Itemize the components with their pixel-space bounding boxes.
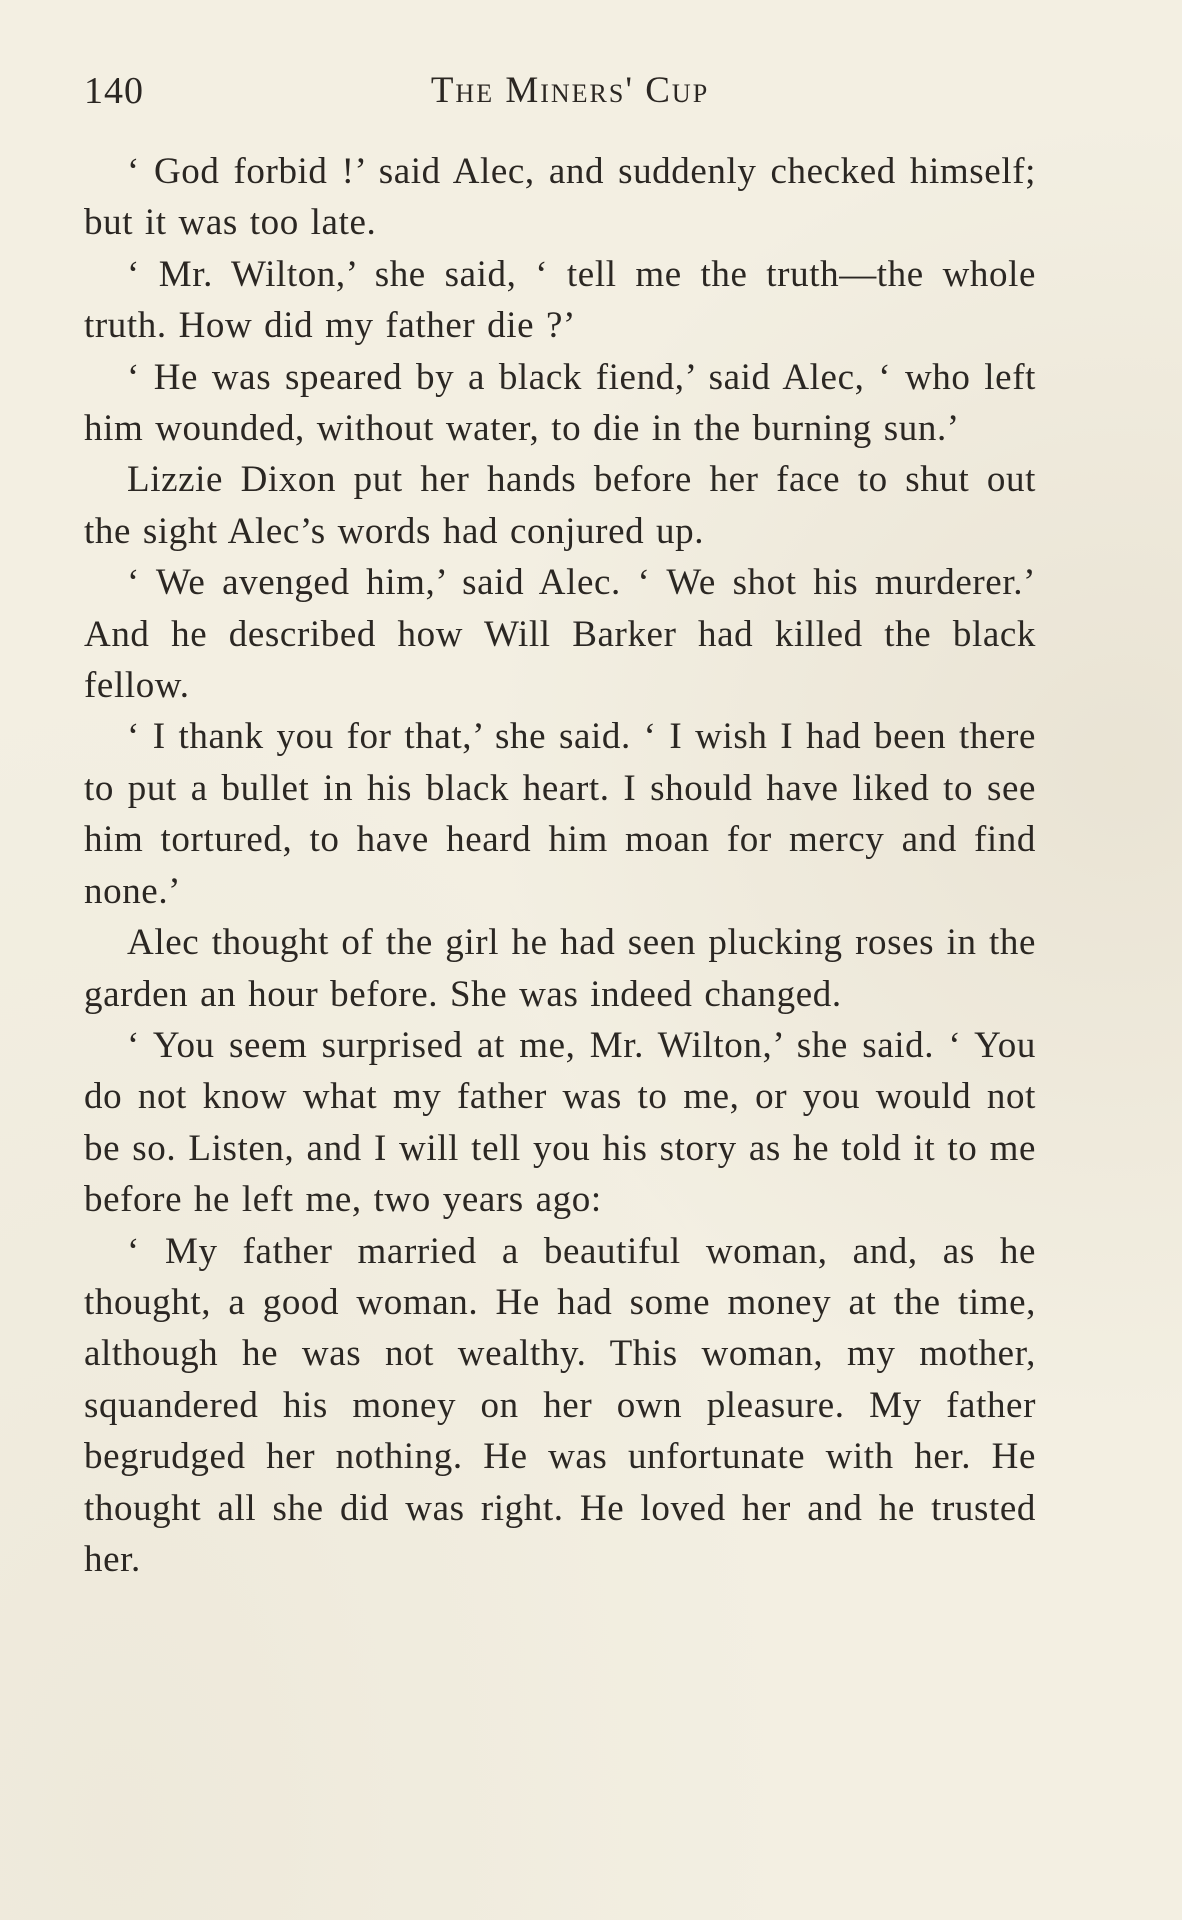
- paragraph: ‘ My father married a beautiful woman, and, as he thought, a good woman. He had some money at the time, although he was not wealthy. This woman, my mother, squandered his money on her own pleasure. My father begrudged her nothing. He was unfortunate with her. He thought all she did was right. He loved her and he trusted her.: [84, 1230, 1036, 1580]
- page-header: [84, 66, 1036, 116]
- paragraph: Lizzie Dixon put her hands before her face to shut out the sight Alec’s words had conjured up.: [84, 459, 1036, 552]
- paragraph: Alec thought of the girl he had seen plucking roses in the garden an hour before. She was indeed changed.: [84, 922, 1036, 1015]
- paragraph: ‘ Mr. Wilton,’ she said, ‘ tell me the truth—the whole truth. How did my father die ?’: [84, 253, 1036, 347]
- page-number: 140: [84, 70, 144, 112]
- paragraph: ‘ We avenged him,’ said Alec. ‘ We shot his murderer.’ And he described how Will Barker had killed the black fellow.: [84, 562, 1036, 707]
- paragraph: ‘ God forbid !’ said Alec, and suddenly checked himself; but it was too late.: [84, 151, 1036, 244]
- paragraph: ‘ You seem surprised at me, Mr. Wilton,’ she said. ‘ You do not know what my father was to me, or you would not be so. Listen, and I will tell you his story as he told it to me before he left me, two years ago:: [84, 1024, 1036, 1221]
- paragraph: ‘ I thank you for that,’ she said. ‘ I wish I had been there to put a bullet in his black heart. I should have liked to see him tortured, to have heard him moan for mercy and find none.’: [84, 716, 1036, 912]
- paragraph: ‘ He was speared by a black fiend,’ said Alec, ‘ who left him wounded, without water, to die in the burning sun.’: [84, 356, 1036, 450]
- body-text: [84, 146, 1036, 1585]
- running-title: The Miners' Cup: [430, 70, 710, 111]
